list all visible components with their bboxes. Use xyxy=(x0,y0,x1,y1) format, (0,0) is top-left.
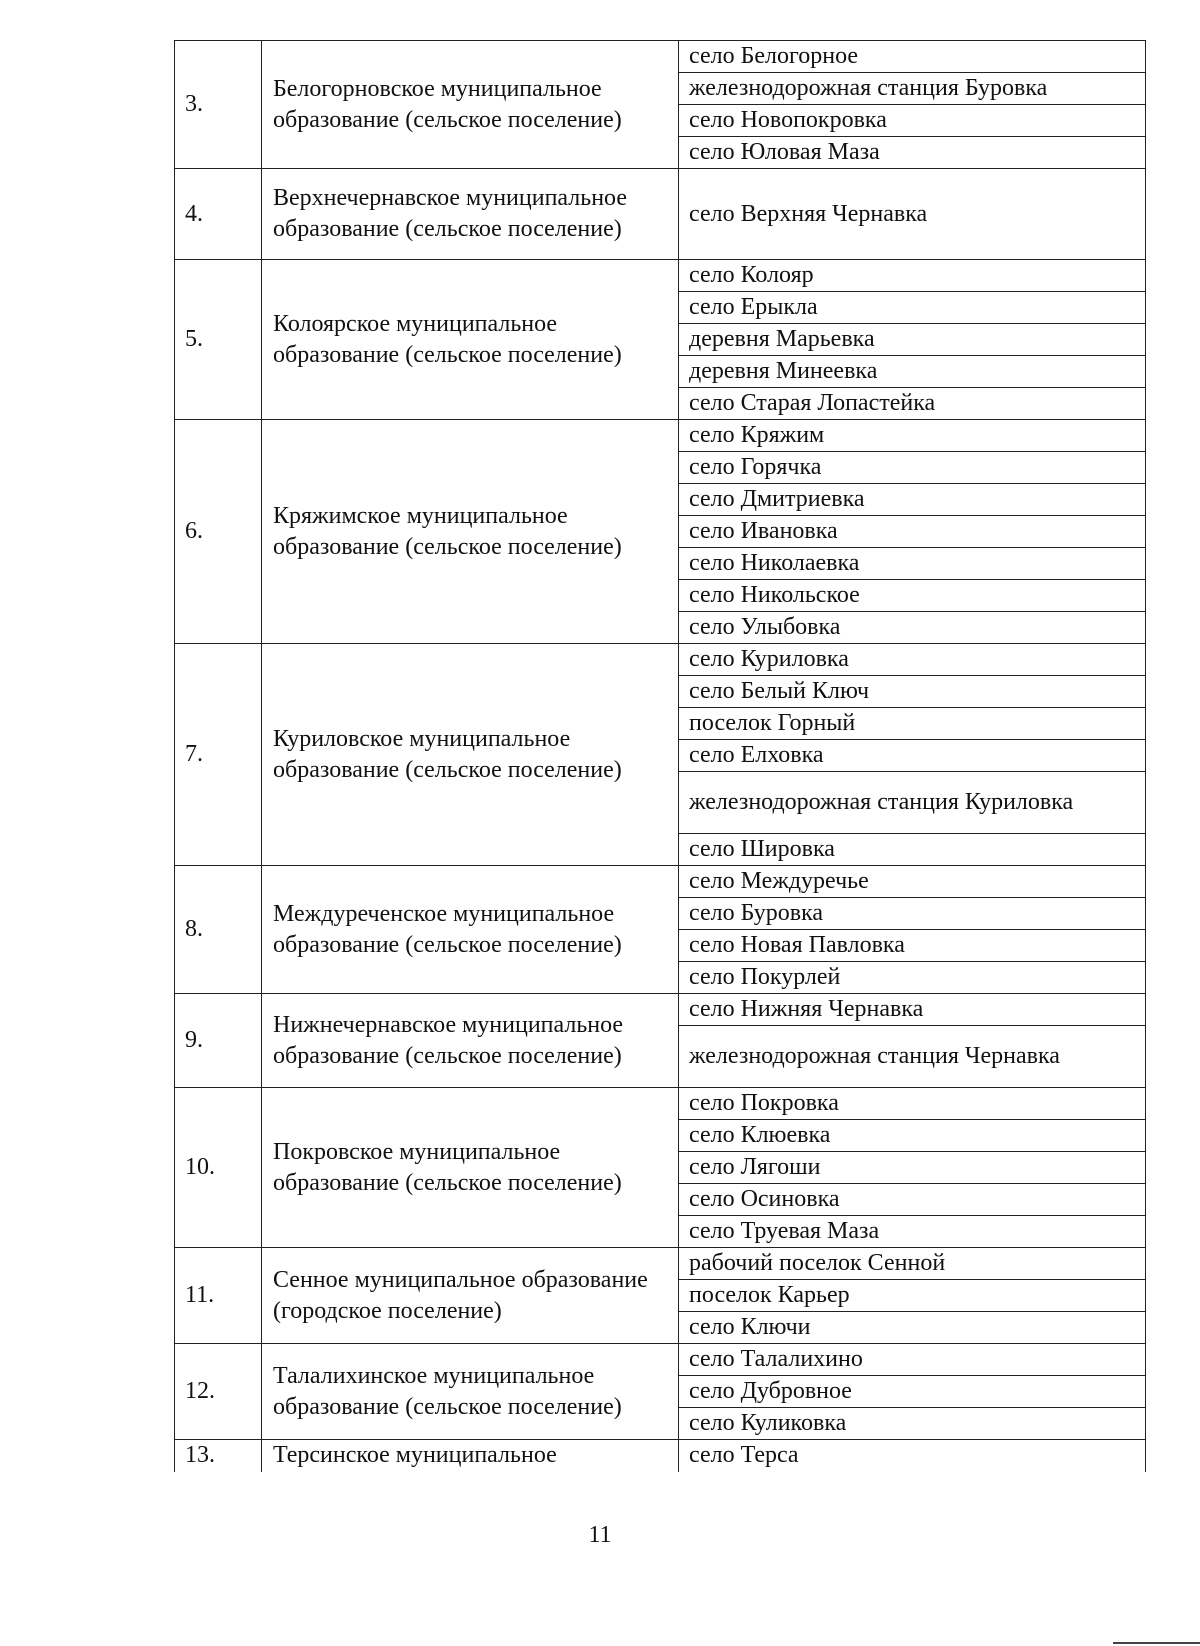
group-number: 4. xyxy=(175,169,262,260)
table-row xyxy=(175,260,1146,292)
group-number: 8. xyxy=(175,866,262,994)
settlement-name: село Осиновка xyxy=(679,1184,1146,1216)
municipality-group xyxy=(175,1248,1146,1344)
settlement-name: село Новая Павловка xyxy=(679,930,1146,962)
table-row xyxy=(175,994,1146,1026)
group-number: 5. xyxy=(175,260,262,420)
table-row xyxy=(175,41,1146,73)
settlement-name: село Верхняя Чернавка xyxy=(679,169,1146,260)
settlement-name: село Горячка xyxy=(679,452,1146,484)
settlement-name: поселок Карьер xyxy=(679,1280,1146,1312)
group-number: 13. xyxy=(175,1440,262,1472)
group-number: 9. xyxy=(175,994,262,1088)
settlement-name: село Труевая Маза xyxy=(679,1216,1146,1248)
settlement-name: село Николаевка xyxy=(679,548,1146,580)
settlement-name: рабочий поселок Сенной xyxy=(679,1248,1146,1280)
group-number: 12. xyxy=(175,1344,262,1440)
municipality-group xyxy=(175,866,1146,994)
settlement-name: село Покурлей xyxy=(679,962,1146,994)
settlement-name: село Старая Лопастейка xyxy=(679,388,1146,420)
municipality-name: Сенное муниципальное образование (городское поселение) xyxy=(262,1248,679,1344)
municipality-name: Талалихинское муниципальное образование (сельское поселение) xyxy=(262,1344,679,1440)
table-row xyxy=(175,1344,1146,1376)
municipality-name: Нижнечернавское муниципальное образование (сельское поселение) xyxy=(262,994,679,1088)
municipal-settlements-table xyxy=(174,40,1146,1472)
municipality-group xyxy=(175,1344,1146,1440)
group-number: 6. xyxy=(175,420,262,644)
settlement-name: село Куликовка xyxy=(679,1408,1146,1440)
settlement-name: село Междуречье xyxy=(679,866,1146,898)
municipality-group xyxy=(175,41,1146,169)
municipality-name: Междуреченское муниципальное образование (сельское поселение) xyxy=(262,866,679,994)
settlement-name: село Никольское xyxy=(679,580,1146,612)
table-row xyxy=(175,644,1146,676)
settlement-name: деревня Марьевка xyxy=(679,324,1146,356)
settlement-name: деревня Минеевка xyxy=(679,356,1146,388)
settlement-name: село Шировка xyxy=(679,834,1146,866)
settlement-name: село Колояр xyxy=(679,260,1146,292)
municipality-group xyxy=(175,420,1146,644)
settlement-name: железнодорожная станция Буровка xyxy=(679,73,1146,105)
settlement-name: село Буровка xyxy=(679,898,1146,930)
settlement-name: село Талалихино xyxy=(679,1344,1146,1376)
municipality-group xyxy=(175,644,1146,866)
settlement-name: село Лягоши xyxy=(679,1152,1146,1184)
municipality-group xyxy=(175,169,1146,260)
municipality-name: Колоярское муниципальное образование (сельское поселение) xyxy=(262,260,679,420)
table-row xyxy=(175,169,1146,260)
settlement-name: село Покровка xyxy=(679,1088,1146,1120)
settlement-name: село Нижняя Чернавка xyxy=(679,994,1146,1026)
table-row xyxy=(175,866,1146,898)
settlement-name: село Юловая Маза xyxy=(679,137,1146,169)
municipality-name: Верхнечернавское муниципальное образование (сельское поселение) xyxy=(262,169,679,260)
settlement-name: село Ключи xyxy=(679,1312,1146,1344)
municipality-name: Кряжимское муниципальное образование (сельское поселение) xyxy=(262,420,679,644)
settlement-name: село Ерыкла xyxy=(679,292,1146,324)
settlement-name: село Клюевка xyxy=(679,1120,1146,1152)
municipality-group xyxy=(175,260,1146,420)
municipality-group xyxy=(175,994,1146,1088)
municipality-group xyxy=(175,1088,1146,1248)
settlement-name: село Белый Ключ xyxy=(679,676,1146,708)
settlement-name: село Дубровное xyxy=(679,1376,1146,1408)
page-number: 11 xyxy=(588,1522,612,1548)
table-row xyxy=(175,1248,1146,1280)
municipality-name: Куриловское муниципальное образование (сельское поселение) xyxy=(262,644,679,866)
municipality-name: Белогорновское муниципальное образование (сельское поселение) xyxy=(262,41,679,169)
group-number: 3. xyxy=(175,41,262,169)
settlement-name: поселок Горный xyxy=(679,708,1146,740)
table-row xyxy=(175,420,1146,452)
settlement-name: село Кряжим xyxy=(679,420,1146,452)
settlement-name: село Терса xyxy=(679,1440,1146,1472)
table-row xyxy=(175,1088,1146,1120)
municipality-name: Терсинское муниципальное xyxy=(262,1440,679,1472)
settlement-name: село Дмитриевка xyxy=(679,484,1146,516)
settlement-name: село Улыбовка xyxy=(679,612,1146,644)
settlement-name: село Елховка xyxy=(679,740,1146,772)
municipality-name: Покровское муниципальное образование (сельское поселение) xyxy=(262,1088,679,1248)
settlement-name: железнодорожная станция Чернавка xyxy=(679,1026,1146,1088)
scan-edge-line xyxy=(1113,1642,1200,1644)
group-number: 7. xyxy=(175,644,262,866)
settlement-name: село Куриловка xyxy=(679,644,1146,676)
settlement-name: село Ивановка xyxy=(679,516,1146,548)
table-row xyxy=(175,1440,1146,1472)
settlement-name: железнодорожная станция Куриловка xyxy=(679,772,1146,834)
settlement-name: село Новопокровка xyxy=(679,105,1146,137)
group-number: 11. xyxy=(175,1248,262,1344)
settlement-name: село Белогорное xyxy=(679,41,1146,73)
municipality-group xyxy=(175,1440,1146,1472)
group-number: 10. xyxy=(175,1088,262,1248)
